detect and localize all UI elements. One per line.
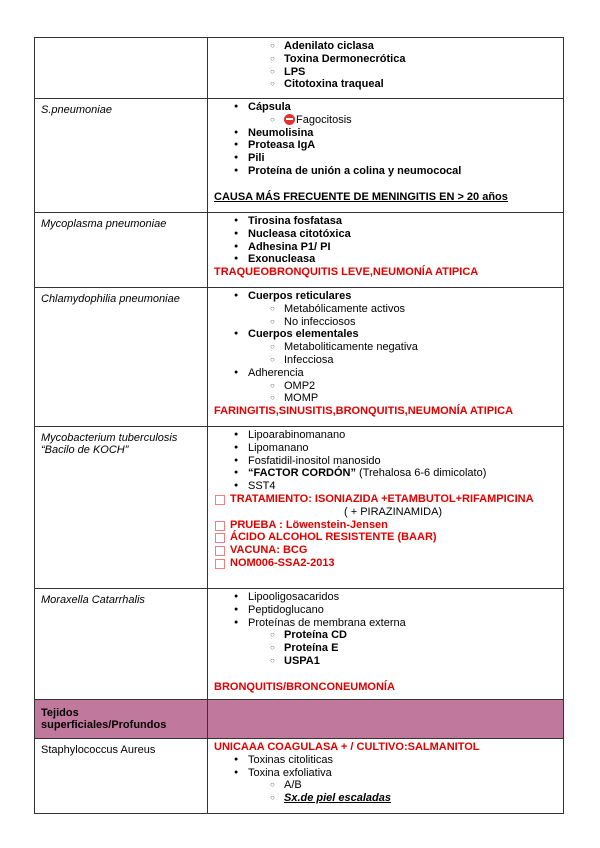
item-text: Cuerpos reticulares bbox=[248, 290, 352, 302]
table-row bbox=[35, 99, 564, 213]
list-item bbox=[214, 442, 559, 455]
list-item bbox=[214, 114, 559, 127]
organism-cell bbox=[35, 589, 208, 700]
table-row bbox=[35, 213, 564, 288]
item-text: Exonucleasa bbox=[248, 253, 316, 266]
list-item bbox=[214, 779, 559, 792]
list-item bbox=[214, 617, 559, 630]
item-text: No infecciosos bbox=[284, 315, 356, 328]
item-text: Proteína CD bbox=[284, 629, 347, 642]
features-cell bbox=[208, 427, 564, 589]
checklist-item bbox=[214, 493, 559, 506]
table-row bbox=[35, 739, 564, 814]
organism-name: Tejidos superficiales/Profundos bbox=[41, 707, 167, 731]
item-text: Proteína de unión a colina y neumococal bbox=[248, 164, 462, 177]
item-text: Fagocitosis bbox=[296, 113, 352, 126]
list-item bbox=[214, 290, 559, 303]
list-item bbox=[214, 101, 559, 114]
item-text: NOM006-SSA2-2013 bbox=[230, 556, 335, 569]
item-text: Lipoarabinomanano bbox=[248, 429, 346, 441]
item-text: OMP2 bbox=[284, 379, 316, 392]
item-text: Metaboliticamente negativa bbox=[284, 341, 418, 354]
clinical-note bbox=[214, 266, 559, 279]
organism-cell bbox=[35, 427, 208, 589]
item-text: Neumolisina bbox=[248, 126, 314, 139]
item-text: BRONQUITIS/BRONCONEUMONÍA bbox=[214, 680, 395, 693]
item-text: UNICAAA COAGULASA + / CULTIVO:SALMANITOL bbox=[214, 741, 480, 753]
item-text: Metabólicamente activos bbox=[284, 302, 406, 315]
list-item bbox=[214, 66, 559, 79]
item-text: Pili bbox=[248, 152, 265, 165]
clinical-note bbox=[214, 405, 559, 418]
list-item bbox=[214, 767, 559, 780]
item-text: A/B bbox=[284, 779, 302, 792]
list-item bbox=[214, 40, 559, 53]
item-text: “FACTOR CORDÓN” bbox=[248, 467, 356, 480]
item-text: CAUSA MÁS FRECUENTE DE MENINGITIS EN > 20 años bbox=[214, 190, 508, 203]
features-cell bbox=[208, 739, 564, 814]
item-text: Proteínas de membrana externa bbox=[248, 616, 406, 629]
list-item bbox=[214, 53, 559, 66]
spacer bbox=[214, 668, 559, 681]
organism-alias: “Bacilo de KOCH” bbox=[41, 444, 129, 456]
item-text: LPS bbox=[284, 65, 306, 78]
features-cell bbox=[208, 213, 564, 288]
item-text: PRUEBA : Löwenstein-Jensen bbox=[230, 518, 388, 531]
item-text: Toxina exfoliativa bbox=[248, 766, 332, 779]
table-row bbox=[35, 38, 564, 99]
item-text: Toxinas citoliticas bbox=[248, 753, 333, 766]
list-item bbox=[214, 642, 559, 655]
checklist-item bbox=[214, 557, 559, 570]
list-item bbox=[214, 354, 559, 367]
list-item bbox=[214, 629, 559, 642]
item-text: Peptidoglucano bbox=[248, 603, 324, 616]
item-text: TRAQUEOBRONQUITIS LEVE,NEUMONÍA ATIPICA bbox=[214, 266, 479, 279]
item-text: Cuerpos elementales bbox=[248, 328, 359, 341]
list-item bbox=[214, 165, 559, 178]
organism-name: Mycobacterium tuberculosis bbox=[41, 432, 178, 444]
item-text: Sx.de piel escaladas bbox=[284, 792, 392, 805]
no-entry-icon bbox=[284, 114, 295, 125]
features-cell bbox=[208, 99, 564, 213]
item-text: Proteína E bbox=[284, 642, 339, 655]
item-text: Adhesina P1/ PI bbox=[248, 240, 331, 253]
item-text: SST4 bbox=[248, 480, 276, 493]
list-item bbox=[214, 253, 559, 266]
list-item bbox=[214, 604, 559, 617]
list-item bbox=[214, 78, 559, 91]
list-item bbox=[214, 455, 559, 468]
list-item bbox=[214, 506, 559, 519]
list-item bbox=[214, 228, 559, 241]
item-text: Fosfatidil-inositol manosido bbox=[248, 454, 381, 467]
organism-name: Staphylococcus Aureus bbox=[41, 744, 156, 756]
organism-cell bbox=[35, 700, 208, 739]
bacteria-table bbox=[34, 37, 564, 814]
list-item bbox=[214, 139, 559, 152]
item-text: Citotoxina traqueal bbox=[284, 78, 384, 91]
organism-name: Moraxella Catarrhalis bbox=[41, 594, 145, 606]
item-text: Lipomanano bbox=[248, 441, 309, 454]
list-item bbox=[214, 215, 559, 228]
item-text: USPA1 bbox=[284, 654, 320, 667]
item-text: Toxina Dermonecrótica bbox=[284, 52, 406, 65]
list-item bbox=[214, 367, 559, 380]
list-item bbox=[214, 591, 559, 604]
list-item bbox=[214, 152, 559, 165]
table-row bbox=[35, 700, 564, 739]
list-item bbox=[214, 241, 559, 254]
list-item bbox=[214, 316, 559, 329]
list-item bbox=[214, 191, 559, 204]
item-text: TRATAMIENTO: ISONIAZIDA +ETAMBUTOL+RIFAMPICINA bbox=[230, 492, 534, 505]
item-text: MOMP bbox=[284, 392, 319, 405]
item-text: VACUNA: BCG bbox=[230, 544, 308, 557]
checklist-item bbox=[214, 531, 559, 544]
checklist-item bbox=[214, 519, 559, 532]
item-note: (Trehalosa 6-6 dimicolato) bbox=[355, 467, 487, 480]
features-cell bbox=[208, 38, 564, 99]
item-text: Tirosina fosfatasa bbox=[248, 215, 342, 227]
list-item bbox=[214, 380, 559, 393]
item-text: Cápsula bbox=[248, 101, 291, 113]
organism-name: S.pneumoniae bbox=[41, 104, 112, 116]
item-text: Nucleasa citotóxica bbox=[248, 227, 351, 240]
item-text: Lipooligosacaridos bbox=[248, 591, 340, 603]
organism-cell bbox=[35, 38, 208, 99]
organism-cell bbox=[35, 213, 208, 288]
list-item bbox=[214, 754, 559, 767]
table-row bbox=[35, 288, 564, 427]
clinical-note bbox=[214, 681, 559, 694]
list-item bbox=[214, 480, 559, 493]
checklist-item bbox=[214, 544, 559, 557]
features-cell bbox=[208, 589, 564, 700]
clinical-note bbox=[214, 741, 559, 754]
organism-name: Chlamydophilia pneumoniae bbox=[41, 293, 180, 305]
list-item bbox=[214, 792, 559, 805]
item-text: ( + PIRAZINAMIDA) bbox=[344, 505, 443, 518]
list-item bbox=[214, 655, 559, 668]
item-text: Adenilato ciclasa bbox=[284, 40, 374, 52]
organism-name: Mycoplasma pneumoniae bbox=[41, 218, 167, 230]
organism-cell bbox=[35, 288, 208, 427]
item-text: Infecciosa bbox=[284, 353, 334, 366]
table-row bbox=[35, 427, 564, 589]
list-item bbox=[214, 392, 559, 405]
list-item bbox=[214, 303, 559, 316]
item-text: FARINGITIS,SINUSITIS,BRONQUITIS,NEUMONÍA ATIPICA bbox=[214, 405, 514, 418]
item-text: Proteasa IgA bbox=[248, 139, 316, 152]
organism-cell bbox=[35, 99, 208, 213]
item-text: ÁCIDO ALCOHOL RESISTENTE (BAAR) bbox=[230, 531, 437, 544]
list-item bbox=[214, 328, 559, 341]
features-cell bbox=[208, 700, 564, 739]
organism-cell bbox=[35, 739, 208, 814]
table-row bbox=[35, 589, 564, 700]
list-item bbox=[214, 341, 559, 354]
item-text: Adherencia bbox=[248, 366, 304, 379]
list-item bbox=[214, 127, 559, 140]
spacer bbox=[214, 178, 559, 191]
list-item bbox=[214, 467, 559, 480]
list-item bbox=[214, 429, 559, 442]
features-cell bbox=[208, 288, 564, 427]
